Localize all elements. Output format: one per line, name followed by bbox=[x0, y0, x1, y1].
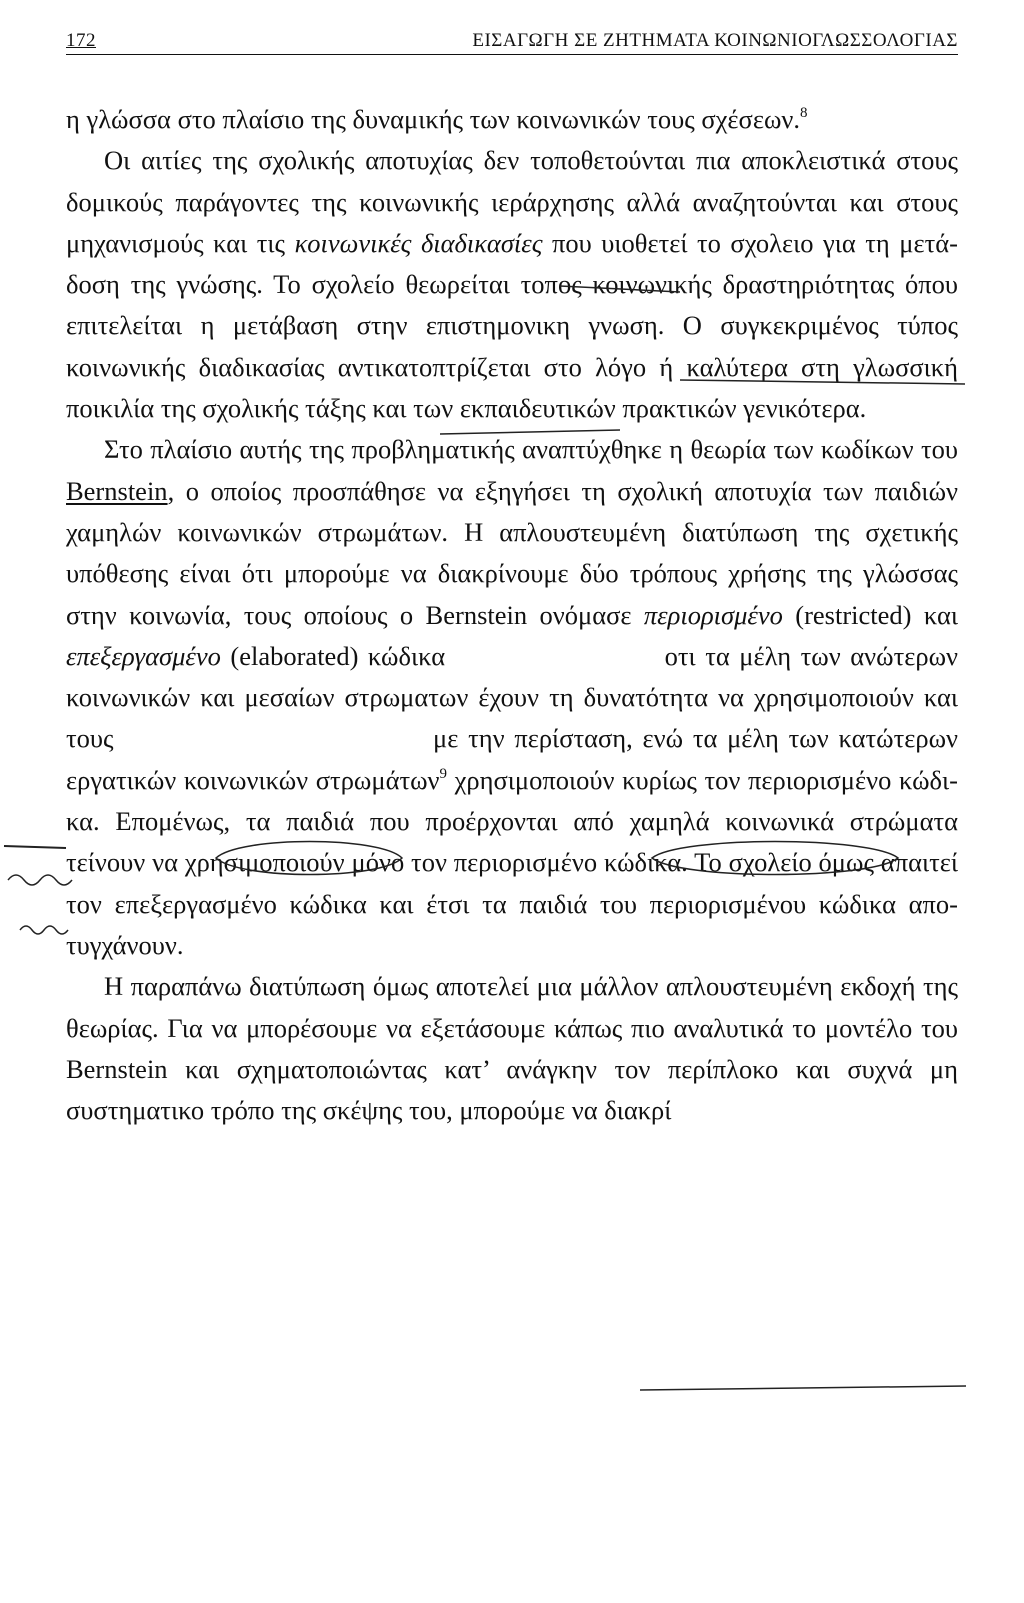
running-title: ΕΙΣΑΓΩΓΗ ΣΕ ΖΗΤΗΜΑΤΑ ΚΟΙΝΩΝΙΟΓΛΩΣΣΟΛΟΓΙΑΣ bbox=[472, 30, 958, 51]
italic-term-elaborated: επεξεργασμένο bbox=[66, 640, 221, 671]
italic-term-social-processes: κοινωνικές διαδικασίες bbox=[294, 227, 543, 258]
elaborated-gloss: (elaborated) κώδικα bbox=[220, 640, 446, 671]
paragraph-2-text-b: που υιοθετεί το σχολειο για τη μετάδοση της γνώσης. Το σχολείο θεωρείται τοπος κοινωνικής δραστηριότητας όπου επιτελείται η μετάβαση στην επιστημονικη γνωση. Ο συγκεκριμένος τύπος κοινωνικής διαδικασίας αντικατοπτρίζεται στο λόγο ή καλύτερα στη γλωσσική ποικιλία της σχολικής τάξης και των εκπαιδευτικών πρακτικών γενικότερα. bbox=[66, 227, 958, 424]
body-text bbox=[66, 99, 958, 1131]
paragraph-2 bbox=[66, 140, 958, 429]
page-number: 172 bbox=[66, 30, 96, 51]
book-page bbox=[66, 26, 958, 1131]
paragraph-4-text: Η παραπάνω διατύπωση όμως αποτελεί μια μάλλον απλουστευμένη εκδοχή της θεωρίας. Για να μπορέσουμε να εξετάσουμε κάπως πιο αναλυτικά το μοντέλο του Bernstein και σχηματοποιώντας κατ’ ανάγκην τον περίπλοκο και συχνά μη συστηματικο τρόπο της σκέψης του, μπορούμε να διακρί bbox=[66, 971, 958, 1126]
running-header bbox=[66, 26, 958, 55]
paragraph-2-text-a: Οι αιτίες της σχολικής αποτυχίας δεν τοποθετούνται πια αποκλειστικά στους δομικούς παράγοντες της κοινωνικής ιεράρχησης αλλά αναζητούνται και στους μηχανισμούς και τις bbox=[66, 145, 958, 258]
pen-squiggle-mark bbox=[20, 926, 68, 934]
paragraph-3-text-b: , ο οποίος προσπάθησε να εξηγήσει τη σχολική αποτυχία των παιδιών χαμηλών κοινωνικών στρωμάτων. Η απλουστευμένη διατύπωση της σχετικής υπόθεσης είναι ότι μπορούμε να διακρίνουμε δύο τρόπους χρήσης της γλώσσας στην κοινωνία, τους οποίους ο Bernstein ονόμασε bbox=[66, 475, 958, 630]
pen-underline-mark bbox=[640, 1386, 966, 1390]
paragraph-3-text-a: Στο πλαίσιο αυτής της προβληματικής αναπτύχθηκε η θεωρία των κωδίκων του bbox=[104, 434, 958, 465]
italic-term-restricted: περιορισμένο bbox=[643, 599, 783, 630]
paragraph-3 bbox=[66, 429, 958, 966]
paragraph-4 bbox=[66, 966, 958, 1131]
pen-squiggle-mark bbox=[8, 875, 72, 885]
paragraph-3-text-d: με την περίσταση, ενώ τα μέλη των κατώτερων εργατικών κοινωνικών στρωμάτων bbox=[66, 723, 959, 795]
footnote-ref-8: 8 bbox=[800, 105, 808, 121]
restricted-gloss: (restricted) και bbox=[782, 599, 959, 630]
paragraph-3-text-c: οτι τα μέλη των ανώτερων κοινωνικών και μεσαίων στρωματων έχουν τη δυνατότητα να χρησιμοποιούν και τους bbox=[66, 640, 958, 754]
bernstein-name: Bernstein bbox=[66, 475, 168, 506]
pen-margin-stroke bbox=[4, 846, 66, 848]
paragraph-3-text-e: χρησιμοποιούν κυρίως τον περιορισμένο κώδικα. Επομένως, τα παιδιά που προέρχονται από χαμηλά κοινωνικά στρώματα τείνουν να χρησιμοποιούν μόνο τον περιορισμένο κώδικα. Το σχολείο όμως απαιτεί τον επεξεργασμένο κώδικα και έτσι τα παιδιά του περιορισμένου κώδικα αποτυγχάνουν. bbox=[66, 764, 958, 960]
footnote-ref-9: 9 bbox=[439, 765, 448, 782]
paragraph-1 bbox=[66, 99, 958, 140]
paragraph-1-text: η γλώσσα στο πλαίσιο της δυναμικής των κοινωνικών τους σχέσεων. bbox=[66, 104, 801, 134]
